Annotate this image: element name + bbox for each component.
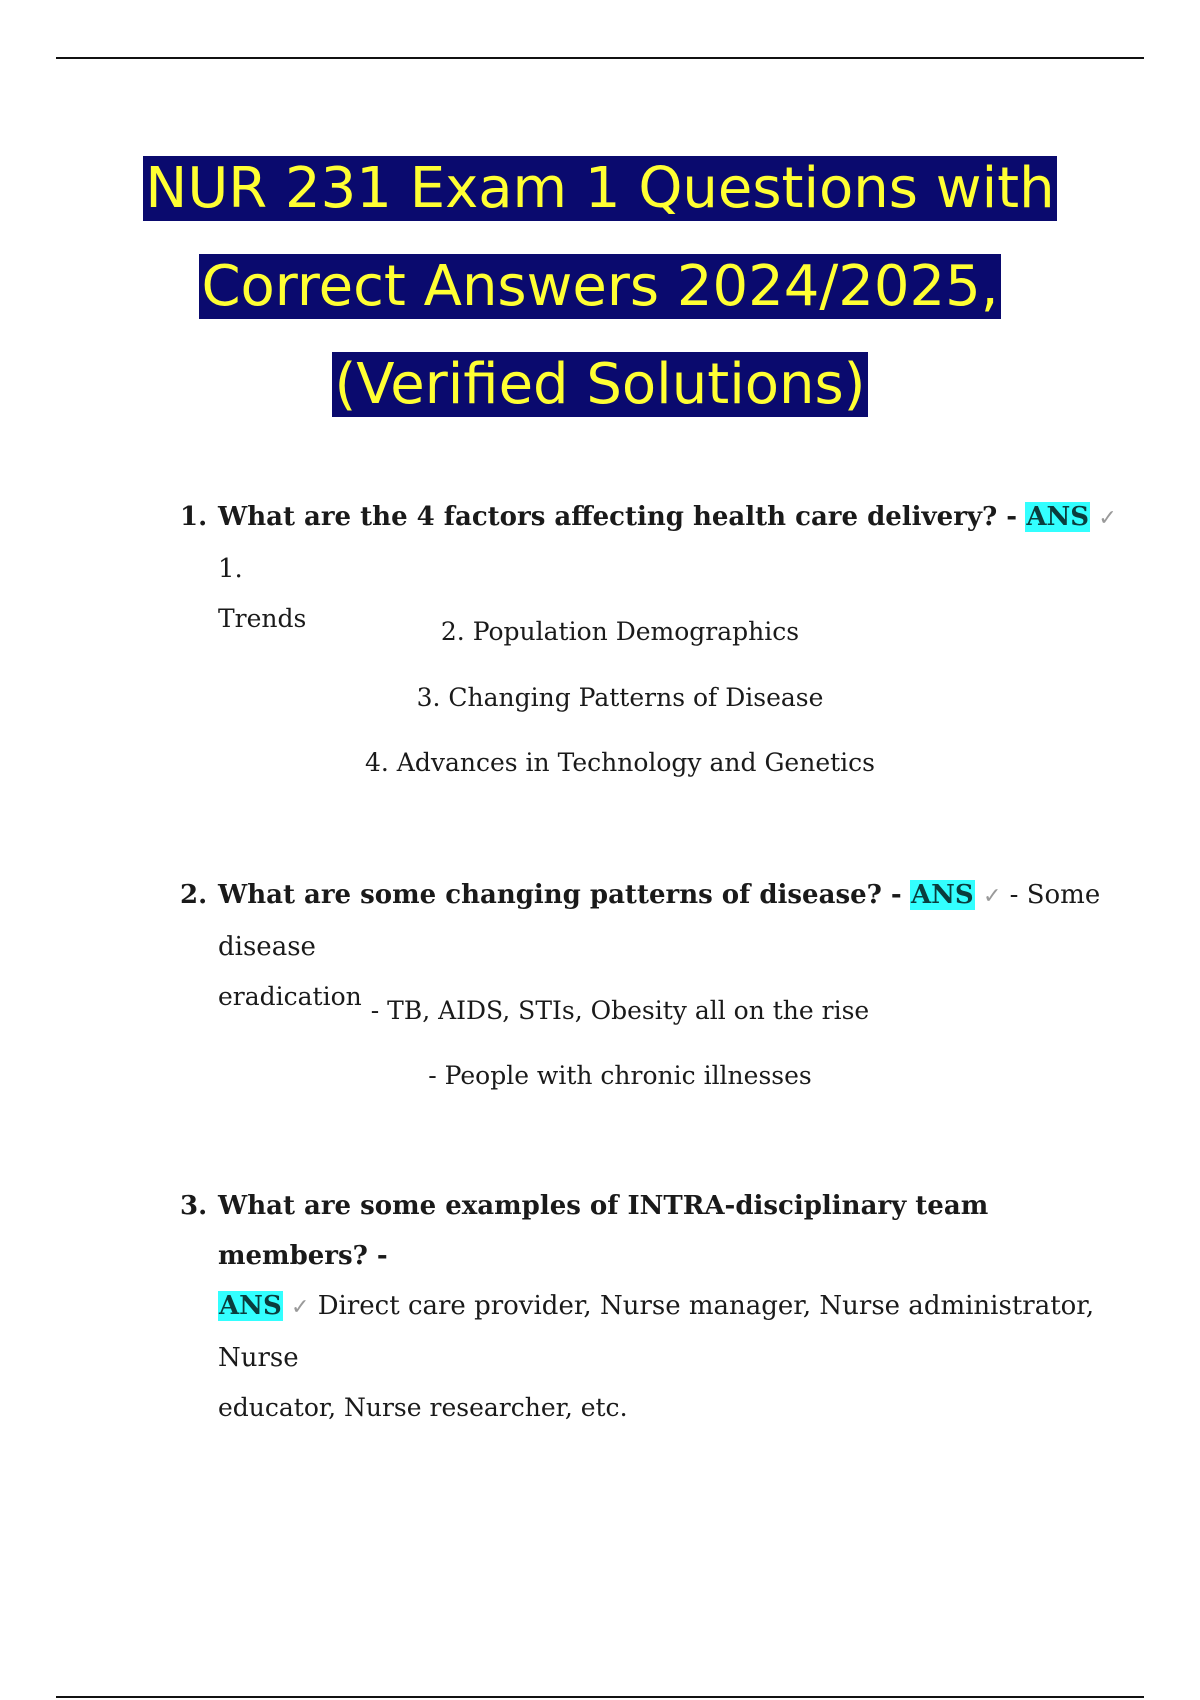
question-3-line — [180, 1181, 1118, 1383]
answer-text: - Some disease — [218, 880, 1101, 962]
answer-text: Direct care provider, Nurse manager, Nurse administrator, Nurse — [218, 1291, 1095, 1373]
title-line-2: Correct Answers 2024/2025, — [201, 254, 999, 319]
bottom-rule — [56, 1696, 1144, 1698]
question-text: What are some examples of INTRA-disciplinary team members? - — [218, 1191, 989, 1271]
answer-item: 4. Advances in Technology and Genetics — [365, 748, 875, 777]
question-1-line — [180, 492, 1118, 594]
ans-label: ANS — [910, 880, 974, 910]
question-text: What are the 4 factors affecting health care delivery? - — [218, 502, 1018, 532]
answer-continuation: eradication — [218, 982, 362, 1011]
question-number: 1. — [180, 502, 208, 532]
document-title — [0, 140, 1200, 434]
ans-label: ANS — [219, 1291, 282, 1321]
answer-item: - TB, AIDS, STIs, Obesity all on the rise — [370, 996, 870, 1025]
question-text: What are some changing patterns of disease? - — [218, 880, 902, 910]
answer-item: 3. Changing Patterns of Disease — [416, 683, 824, 712]
ans-label: ANS — [1026, 502, 1090, 532]
question-number: 2. — [180, 880, 208, 910]
checkmark-icon: ✓ — [290, 1295, 310, 1320]
title-line-3: (Verified Solutions) — [334, 352, 866, 417]
title-line-1: NUR 231 Exam 1 Questions with — [145, 156, 1055, 221]
answer-continuation: educator, Nurse researcher, etc. — [218, 1393, 628, 1422]
answer-item: 2. Population Demographics — [440, 617, 800, 646]
top-rule — [56, 57, 1144, 59]
checkmark-icon: ✓ — [982, 884, 1002, 909]
answer-text: 1. — [218, 554, 243, 584]
checkmark-icon: ✓ — [1098, 506, 1117, 531]
question-3 — [180, 1181, 1100, 1433]
question-2-line — [180, 870, 1118, 972]
question-number: 3. — [180, 1191, 208, 1221]
answer-continuation: Trends — [218, 604, 307, 633]
answer-item: - People with chronic illnesses — [428, 1061, 812, 1090]
